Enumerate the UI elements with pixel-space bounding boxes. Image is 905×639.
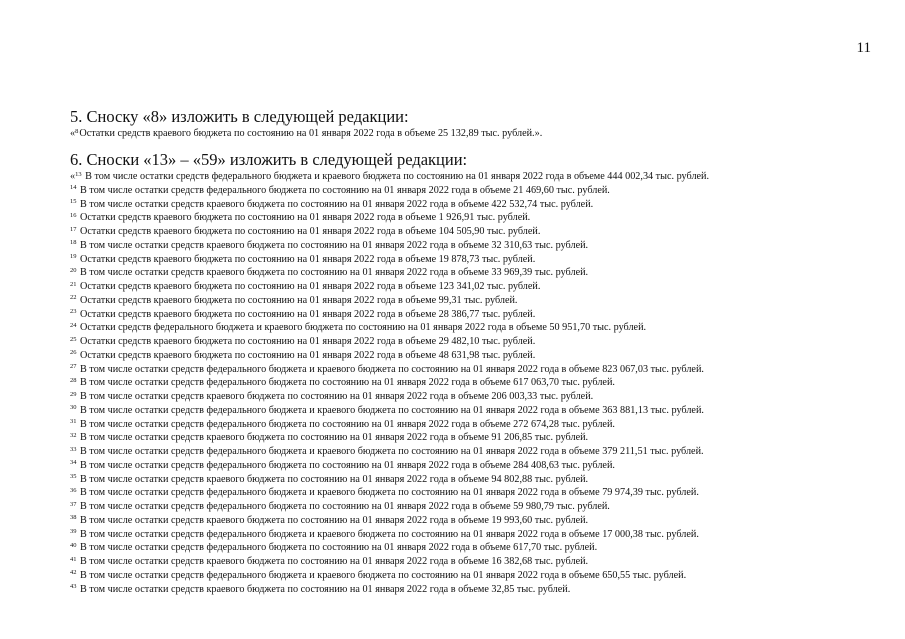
footnote-text: В том числе остатки средств федерального бюджета по состоянию на 01 января 2022 года в объеме 617,70 тыс. рублей. [80, 542, 598, 554]
footnote-text: Остатки средств федерального бюджета и краевого бюджета по состоянию на 01 января 2022 года в объеме 50 951,70 тыс. рублей. [80, 322, 647, 334]
footnote-text: В том числе остатки средств федерального бюджета по состоянию на 01 января 2022 года в объеме 272 674,28 тыс. рублей. [80, 418, 615, 430]
footnote-text: В том числе остатки средств федерального бюджета и краевого бюджета по состоянию на 01 января 2022 года в объеме 17 000,38 тыс. рублей. [80, 528, 699, 540]
footnote-text: В том числе остатки средств краевого бюджета по состоянию на 01 января 2022 года в объеме 32,85 тыс. рублей. [80, 583, 571, 595]
footnote-text: В том числе остатки средств краевого бюджета по состоянию на 01 января 2022 года в объеме 32 310,63 тыс. рублей. [80, 239, 589, 251]
footnote-text: Остатки средств краевого бюджета по состоянию на 01 января 2022 года в объеме 48 631,98 тыс. рублей. [80, 349, 536, 361]
footnote-list [70, 171, 860, 597]
footnote-line [70, 460, 860, 474]
footnote-line [70, 419, 860, 433]
footnote-line [70, 377, 860, 391]
footnote-number: 24 [70, 321, 77, 329]
footnote-number: 31 [70, 418, 77, 425]
footnote-line [70, 446, 860, 460]
footnote-text: Остатки средств краевого бюджета по состоянию на 01 января 2022 года в объеме 1 926,91 тыс. рублей. [80, 212, 531, 224]
footnote-text: В том числе остатки средств краевого бюджета по состоянию на 01 января 2022 года в объеме 94 802,88 тыс. рублей. [80, 473, 589, 485]
footnote-line [70, 432, 860, 446]
footnote-line [70, 254, 860, 268]
footnote-text: В том числе остатки средств федерального бюджета по состоянию на 01 января 2022 года в объеме 21 469,60 тыс. рублей. [80, 184, 610, 196]
footnote-text: Остатки средств краевого бюджета по состоянию на 01 января 2022 года в объеме 99,31 тыс. рублей. [80, 294, 518, 306]
footnote-line [70, 309, 860, 323]
footnote-number: 14 [70, 184, 77, 192]
footnote-number: 18 [70, 239, 77, 247]
footnote-line [70, 240, 860, 254]
footnote-line [70, 212, 860, 226]
section-6 [70, 151, 860, 597]
footnote-text: Остатки средств краевого бюджета по состоянию на 01 января 2022 года в объеме 25 132,89 тыс. рублей.». [79, 128, 543, 139]
page-number: 11 [856, 40, 871, 56]
footnote-line [70, 405, 860, 419]
footnote-line [70, 542, 860, 556]
footnote-number: 40 [70, 541, 77, 549]
footnote-number: 38 [70, 514, 77, 522]
footnote-number: 37 [70, 500, 77, 508]
footnote-number: 36 [70, 486, 77, 494]
footnote-number: 26 [70, 349, 77, 357]
footnote-line [70, 350, 860, 364]
footnote-number: 32 [70, 431, 77, 439]
footnote-number: 33 [70, 445, 77, 453]
footnote-number: 39 [70, 528, 77, 535]
footnote-line [70, 529, 860, 543]
footnote-line [70, 391, 860, 405]
footnote-line [70, 487, 860, 501]
footnote-text: В том числе остатки средств краевого бюджета по состоянию на 01 января 2022 года в объеме 33 969,39 тыс. рублей. [80, 267, 589, 279]
footnote-text: В том числе остатки средств федерального бюджета и краевого бюджета по состоянию на 01 января 2022 года в объеме 650,55 тыс. рублей. [80, 569, 687, 581]
footnote-text: Остатки средств краевого бюджета по состоянию на 01 января 2022 года в объеме 104 505,90 тыс. рублей. [80, 226, 541, 237]
footnote-text: Остатки средств краевого бюджета по состоянию на 01 января 2022 года в объеме 28 386,77 тыс. рублей. [80, 308, 536, 320]
footnote-text: В том числе остатки средств краевого бюджета по состоянию на 01 января 2022 года в объеме 19 993,60 тыс. рублей. [80, 514, 589, 526]
footnote-number: 20 [70, 266, 77, 274]
footnote-line [70, 336, 860, 350]
footnote-text: В том числе остатки средств федерального бюджета и краевого бюджета по состоянию на 01 января 2022 года в объеме 363 881,13 тыс. рублей. [80, 404, 704, 416]
footnote-number: 15 [70, 198, 77, 205]
footnote-line [70, 185, 860, 199]
footnote-text: В том числе остатки средств краевого бюджета по состоянию на 01 января 2022 года в объеме 206 003,33 тыс. рублей. [80, 391, 594, 402]
footnote-number: 29 [70, 390, 77, 398]
footnote-text: В том числе остатки средств федерального бюджета и краевого бюджета по состоянию на 01 января 2022 года в объеме 823 067,03 тыс. рублей. [80, 363, 704, 375]
footnote-text: В том числе остатки средств краевого бюджета по состоянию на 01 января 2022 года в объеме 16 382,68 тыс. рублей. [80, 556, 589, 567]
footnote-text: В том числе остатки средств федерального бюджета и краевого бюджета по состоянию на 01 января 2022 года в объеме 79 974,39 тыс. рублей. [80, 487, 699, 499]
open-quote: « [70, 128, 76, 139]
footnote-number: 28 [70, 376, 77, 384]
footnote-text: В том числе остатки средств краевого бюджета по состоянию на 01 января 2022 года в объеме 91 206,85 тыс. рублей. [80, 432, 589, 444]
section-5-heading: 5. Сноску «8» изложить в следующей редакции: [70, 107, 409, 126]
section-6-heading: 6. Сноски «13» – «59» изложить в следующей редакции: [70, 150, 468, 169]
section-5 [70, 108, 860, 142]
footnote-number: 19 [70, 253, 77, 260]
footnote-line [70, 364, 860, 378]
footnote-text: В том числе остатки средств краевого бюджета по состоянию на 01 января 2022 года в объеме 422 532,74 тыс. рублей. [80, 198, 594, 210]
footnote-text: В том числе остатки средств федерального бюджета по состоянию на 01 января 2022 года в объеме 617 063,70 тыс. рублей. [80, 377, 615, 389]
footnote-line [70, 515, 860, 529]
footnote-line [70, 226, 860, 240]
footnote-line [70, 474, 860, 488]
footnote-text: В том числе остатки средств федерального бюджета и краевого бюджета по состоянию на 01 января 2022 года в объеме 379 211,51 тыс. рублей. [80, 446, 704, 457]
footnote-line [70, 281, 860, 295]
footnote-number: 8 [75, 127, 79, 135]
footnote-line [70, 295, 860, 309]
footnote-text: В том числе остатки средств федерального бюджета и краевого бюджета по состоянию на 01 января 2022 года в объеме 444 002,34 тыс. рублей. [85, 171, 710, 182]
footnote-number: 42 [70, 569, 77, 577]
footnote-line [70, 199, 860, 213]
footnote-text: Остатки средств краевого бюджета по состоянию на 01 января 2022 года в объеме 123 341,02 тыс. рублей. [80, 281, 541, 292]
footnote-number: 30 [70, 404, 77, 412]
footnote-line [70, 556, 860, 570]
footnote-line [70, 584, 860, 598]
footnote-8 [70, 128, 860, 142]
footnote-number: 27 [70, 363, 77, 370]
footnote-prefix: « [70, 171, 76, 182]
footnote-text: В том числе остатки средств федерального бюджета по состоянию на 01 января 2022 года в объеме 284 408,63 тыс. рублей. [80, 459, 615, 471]
footnote-number: 34 [70, 459, 77, 467]
footnote-line [70, 267, 860, 281]
footnote-number: 43 [70, 583, 77, 590]
footnote-line [70, 501, 860, 515]
footnote-text: Остатки средств краевого бюджета по состоянию на 01 января 2022 года в объеме 29 482,10 тыс. рублей. [80, 336, 536, 347]
footnote-number: 17 [70, 225, 77, 233]
footnote-number: 41 [70, 555, 77, 563]
footnote-number: 22 [70, 294, 77, 302]
footnote-number: 16 [70, 211, 77, 219]
footnote-text: Остатки средств краевого бюджета по состоянию на 01 января 2022 года в объеме 19 878,73 тыс. рублей. [80, 253, 536, 265]
footnote-line [70, 322, 860, 336]
footnote-number: 13 [75, 170, 82, 178]
footnote-number: 21 [70, 280, 77, 288]
footnote-number: 35 [70, 473, 77, 480]
footnote-number: 23 [70, 308, 77, 315]
footnote-text: В том числе остатки средств федерального бюджета по состоянию на 01 января 2022 года в объеме 59 980,79 тыс. рублей. [80, 501, 610, 512]
footnote-line [70, 570, 860, 584]
footnote-number: 25 [70, 335, 77, 343]
footnote-line [70, 171, 860, 185]
